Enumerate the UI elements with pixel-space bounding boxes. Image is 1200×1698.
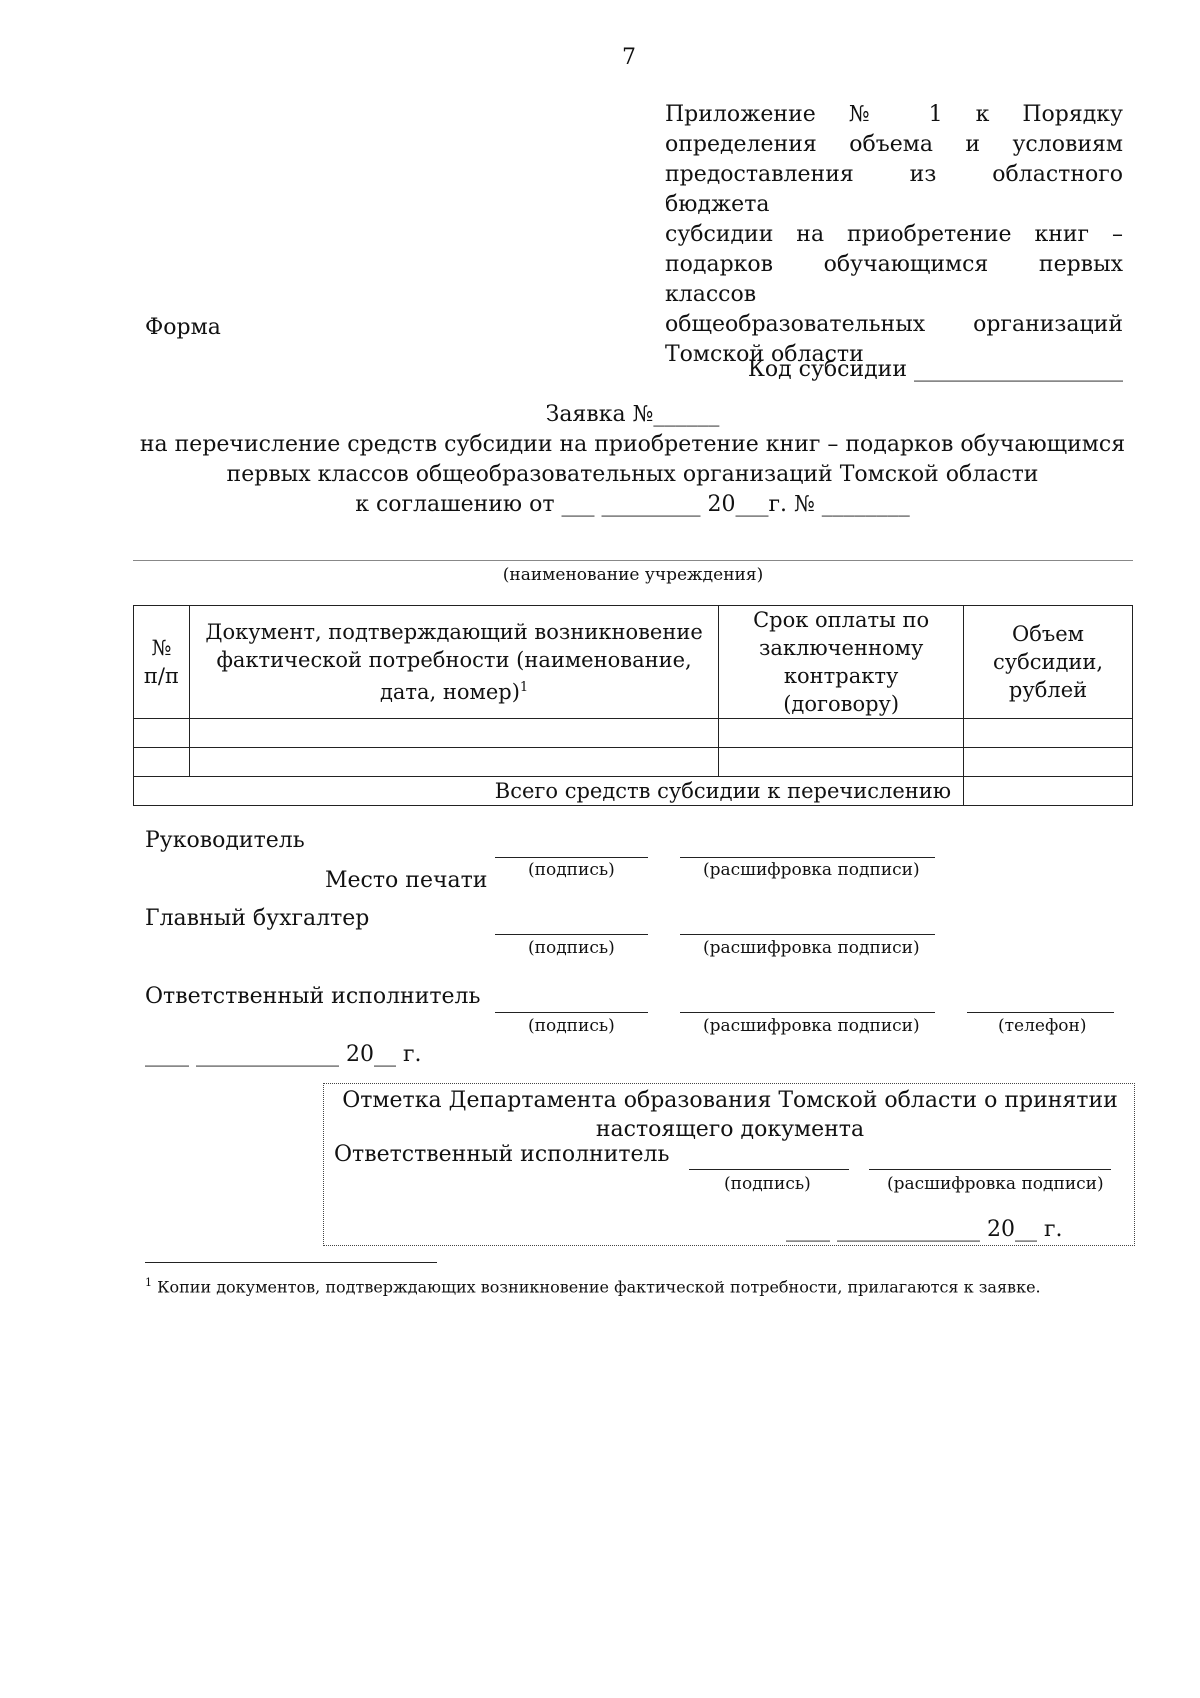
appendix-line: Томской области — [665, 342, 864, 367]
department-signature-line[interactable] — [689, 1169, 849, 1170]
title-line: Заявка №______ — [545, 402, 720, 427]
responsible-label: Ответственный исполнитель — [145, 984, 481, 1009]
appendix-line: подарков обучающимся первых классов — [665, 252, 1123, 307]
responsible-signature-caption: (подпись) — [528, 1016, 615, 1036]
header-volume: Объем субсидии, рублей — [964, 606, 1133, 719]
responsible-phone-line[interactable] — [967, 1012, 1114, 1013]
footnote-ref: 1 — [519, 680, 529, 695]
header-document-text: Документ, подтверждающий возникновение фактической потребности (наименование, дата, номер) — [205, 620, 703, 704]
footnote-separator — [145, 1262, 437, 1263]
application-title — [130, 400, 1135, 520]
table-cell[interactable] — [134, 719, 190, 748]
title-line: первых классов общеобразовательных организаций Томской области — [226, 462, 1039, 487]
title-line: на перечисление средств субсидии на приобретение книг – подарков обучающимся — [139, 432, 1126, 457]
appendix-line: определения объема и условиям — [665, 132, 1123, 157]
table-row — [134, 748, 1133, 777]
accountant-signature-line[interactable] — [495, 934, 648, 935]
footnote — [145, 1276, 1041, 1296]
department-decoding-caption: (расшифровка подписи) — [887, 1174, 1104, 1194]
table-cell[interactable] — [189, 719, 718, 748]
responsible-decoding-line[interactable] — [680, 1012, 935, 1013]
footnote-text: Копии документов, подтверждающих возникновение фактической потребности, прилагаются к заявке. — [157, 1277, 1041, 1297]
forma-label: Форма — [145, 315, 221, 340]
total-value[interactable] — [964, 777, 1133, 806]
table-header-row — [134, 606, 1133, 719]
header-num: № п/п — [134, 606, 190, 719]
appendix-line: Приложение № 1 к Порядку — [665, 102, 1123, 127]
page-number: 7 — [622, 45, 636, 70]
department-title-line: Отметка Департамента образования Томской области о принятии — [342, 1088, 1118, 1113]
head-label: Руководитель — [145, 828, 305, 853]
header-document — [189, 606, 718, 719]
subsidy-table — [133, 605, 1133, 806]
stamp-place: Место печати — [325, 868, 488, 893]
accountant-decoding-caption: (расшифровка подписи) — [703, 938, 920, 958]
accountant-decoding-line[interactable] — [680, 934, 935, 935]
institution-caption: (наименование учреждения) — [502, 565, 764, 585]
responsible-signature-line[interactable] — [495, 1012, 648, 1013]
responsible-decoding-caption: (расшифровка подписи) — [703, 1016, 920, 1036]
department-responsible: Ответственный исполнитель — [334, 1142, 670, 1167]
department-title-line: настоящего документа — [595, 1117, 865, 1142]
header-term: Срок оплаты по заключенному контракту (договору) — [719, 606, 964, 719]
table-cell[interactable] — [719, 719, 964, 748]
footnote-mark: 1 — [145, 1276, 152, 1289]
total-label: Всего средств субсидии к перечислению — [134, 777, 964, 806]
department-title — [324, 1086, 1136, 1144]
department-box — [323, 1083, 1135, 1246]
chief-accountant-label: Главный бухгалтер — [145, 906, 370, 931]
head-signature-caption: (подпись) — [528, 860, 615, 880]
table-cell[interactable] — [964, 719, 1133, 748]
department-decoding-line[interactable] — [869, 1169, 1111, 1170]
title-line: к соглашению от ___ _________ 20___г. № ________ — [355, 492, 910, 517]
table-total-row — [134, 777, 1133, 806]
accountant-signature-caption: (подпись) — [528, 938, 615, 958]
appendix-line: общеобразовательных организаций — [665, 312, 1123, 337]
head-decoding-line[interactable] — [680, 857, 935, 858]
table-row — [134, 719, 1133, 748]
appendix-line: субсидии на приобретение книг – — [665, 222, 1123, 247]
department-date-line: ____ _____________ 20__ г. — [786, 1217, 1063, 1242]
appendix-line: предоставления из областного бюджета — [665, 162, 1123, 217]
date-line: ____ _____________ 20__ г. — [145, 1042, 422, 1067]
appendix-block — [665, 100, 1123, 370]
institution-line — [133, 560, 1133, 561]
table-cell[interactable] — [719, 748, 964, 777]
department-signature-caption: (подпись) — [724, 1174, 811, 1194]
responsible-phone-caption: (телефон) — [998, 1016, 1087, 1036]
table-cell[interactable] — [134, 748, 190, 777]
subsidy-code: Код субсидии ___________________ — [747, 357, 1123, 382]
table-cell[interactable] — [189, 748, 718, 777]
head-decoding-caption: (расшифровка подписи) — [703, 860, 920, 880]
head-signature-line[interactable] — [495, 857, 648, 858]
table-cell[interactable] — [964, 748, 1133, 777]
